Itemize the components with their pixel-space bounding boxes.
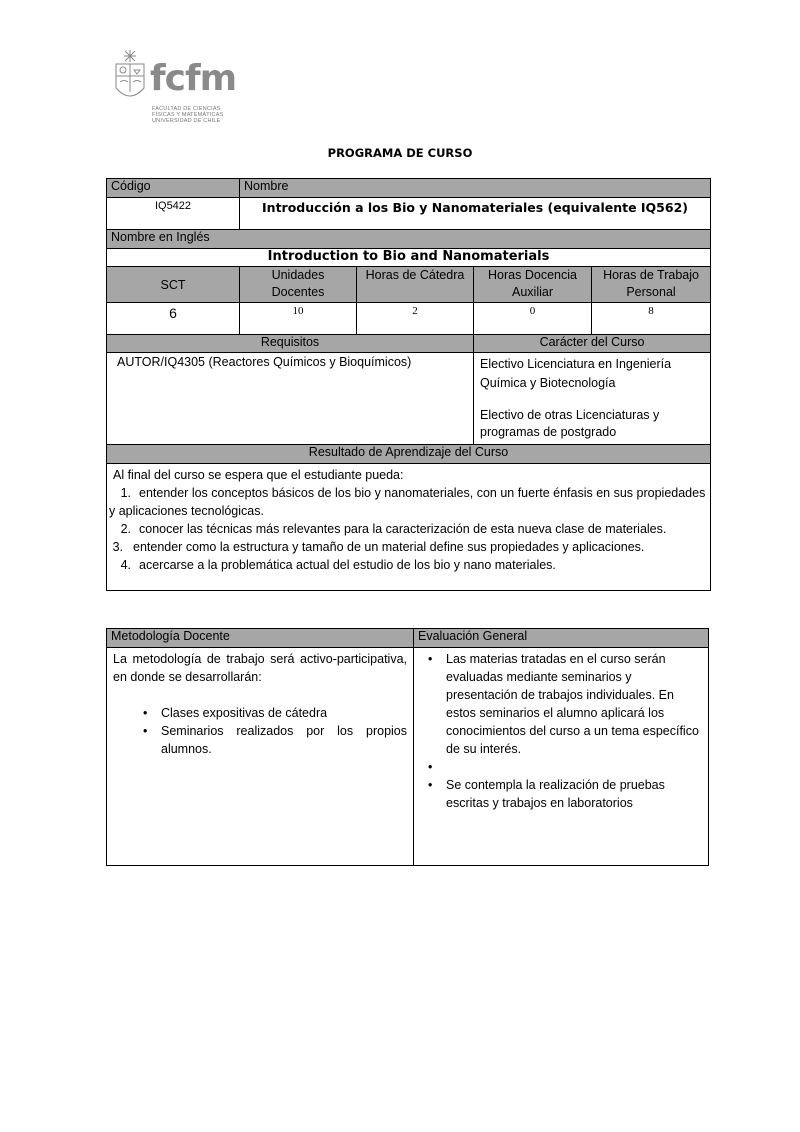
page-title: PROGRAMA DE CURSO [327,146,473,160]
code-header: Código [107,179,240,198]
evaluation-list [420,650,702,812]
evaluation-header: Evaluación General [414,629,709,648]
outcomes-list [109,484,706,574]
character-primary: Electivo Licenciatura en Ingeniería Química y Biotecnología [480,357,672,390]
methodology-list [113,704,407,758]
course-name: Introducción a los Bio y Nanomateriales (equivalente IQ562) [240,198,711,230]
faculty-name: FACULTAD DE CIENCIAS FÍSICAS Y MATEMÁTICAS UNIVERSIDAD DE CHILE [152,106,224,124]
lecture-hours-value: 2 [357,303,474,335]
evaluation-body [414,648,709,866]
teaching-units-value: 10 [240,303,357,335]
requirements-value: AUTOR/IQ4305 (Reactores Químicos y Bioquímicos) [107,353,474,445]
lecture-hours-header: Horas de Cátedra [357,267,474,303]
character-secondary: Electivo de otras Licenciaturas y programas de postgrado [480,408,660,439]
list-item: • Las materias tratadas en el curso serán evaluadas mediante seminarios y presentación de trabajos individuales. En estos seminarios el alumno aplicará los conocimientos del curso a un tema específico de su interés. [420,650,702,758]
course-code: IQ5422 [107,198,240,230]
list-item: 2. conocer las técnicas más relevantes para la caracterización de esta nueva clase de materiales. [120,522,667,536]
list-item: • Clases expositivas de cátedra [135,704,407,722]
list-item: 3. entender como la estructura y tamaño de un material define sus propiedades y aplicaciones. [112,540,645,554]
name-header: Nombre [240,179,711,198]
brand-wordmark: fcfm [150,58,237,99]
teaching-units-header: Unidades Docentes [240,267,357,303]
english-name-header: Nombre en Inglés [107,230,711,249]
english-name: Introduction to Bio and Nanomaterials [107,249,711,267]
auxiliary-hours-header: Horas Docencia Auxiliar [474,267,592,303]
auxiliary-hours-value: 0 [474,303,592,335]
learning-outcomes-body [107,464,711,591]
methodology-header: Metodología Docente [107,629,414,648]
personal-work-hours-value: 8 [592,303,711,335]
faculty-logo [110,46,250,130]
list-item: 1. entender los conceptos básicos de los bio y nanomateriales, con un fuerte énfasis en sus propiedades y aplicaciones tecnológicas. [109,486,706,518]
personal-work-hours-header: Horas de Trabajo Personal [592,267,711,303]
sct-header: SCT [107,267,240,303]
university-seal-icon [112,48,148,108]
list-item: • Seminarios realizados por los propios alumnos. [135,722,407,758]
learning-outcomes-header: Resultado de Aprendizaje del Curso [107,445,711,464]
sct-value: 6 [107,303,240,335]
course-character-header: Carácter del Curso [474,335,711,353]
course-character-value [474,353,711,445]
list-item: • Se contempla la realización de pruebas escritas y trabajos en laboratorios [420,776,702,812]
methodology-table [106,628,709,866]
course-table [106,178,711,591]
methodology-intro: La metodología de trabajo será activo-participativa, en donde se desarrollarán: [113,652,407,684]
requirements-header: Requisitos [107,335,474,353]
methodology-body [107,648,414,866]
outcomes-intro: Al final del curso se espera que el estudiante pueda: [113,468,404,482]
list-item: 4. acercarse a la problemática actual del estudio de los bio y nano materiales. [120,558,556,572]
